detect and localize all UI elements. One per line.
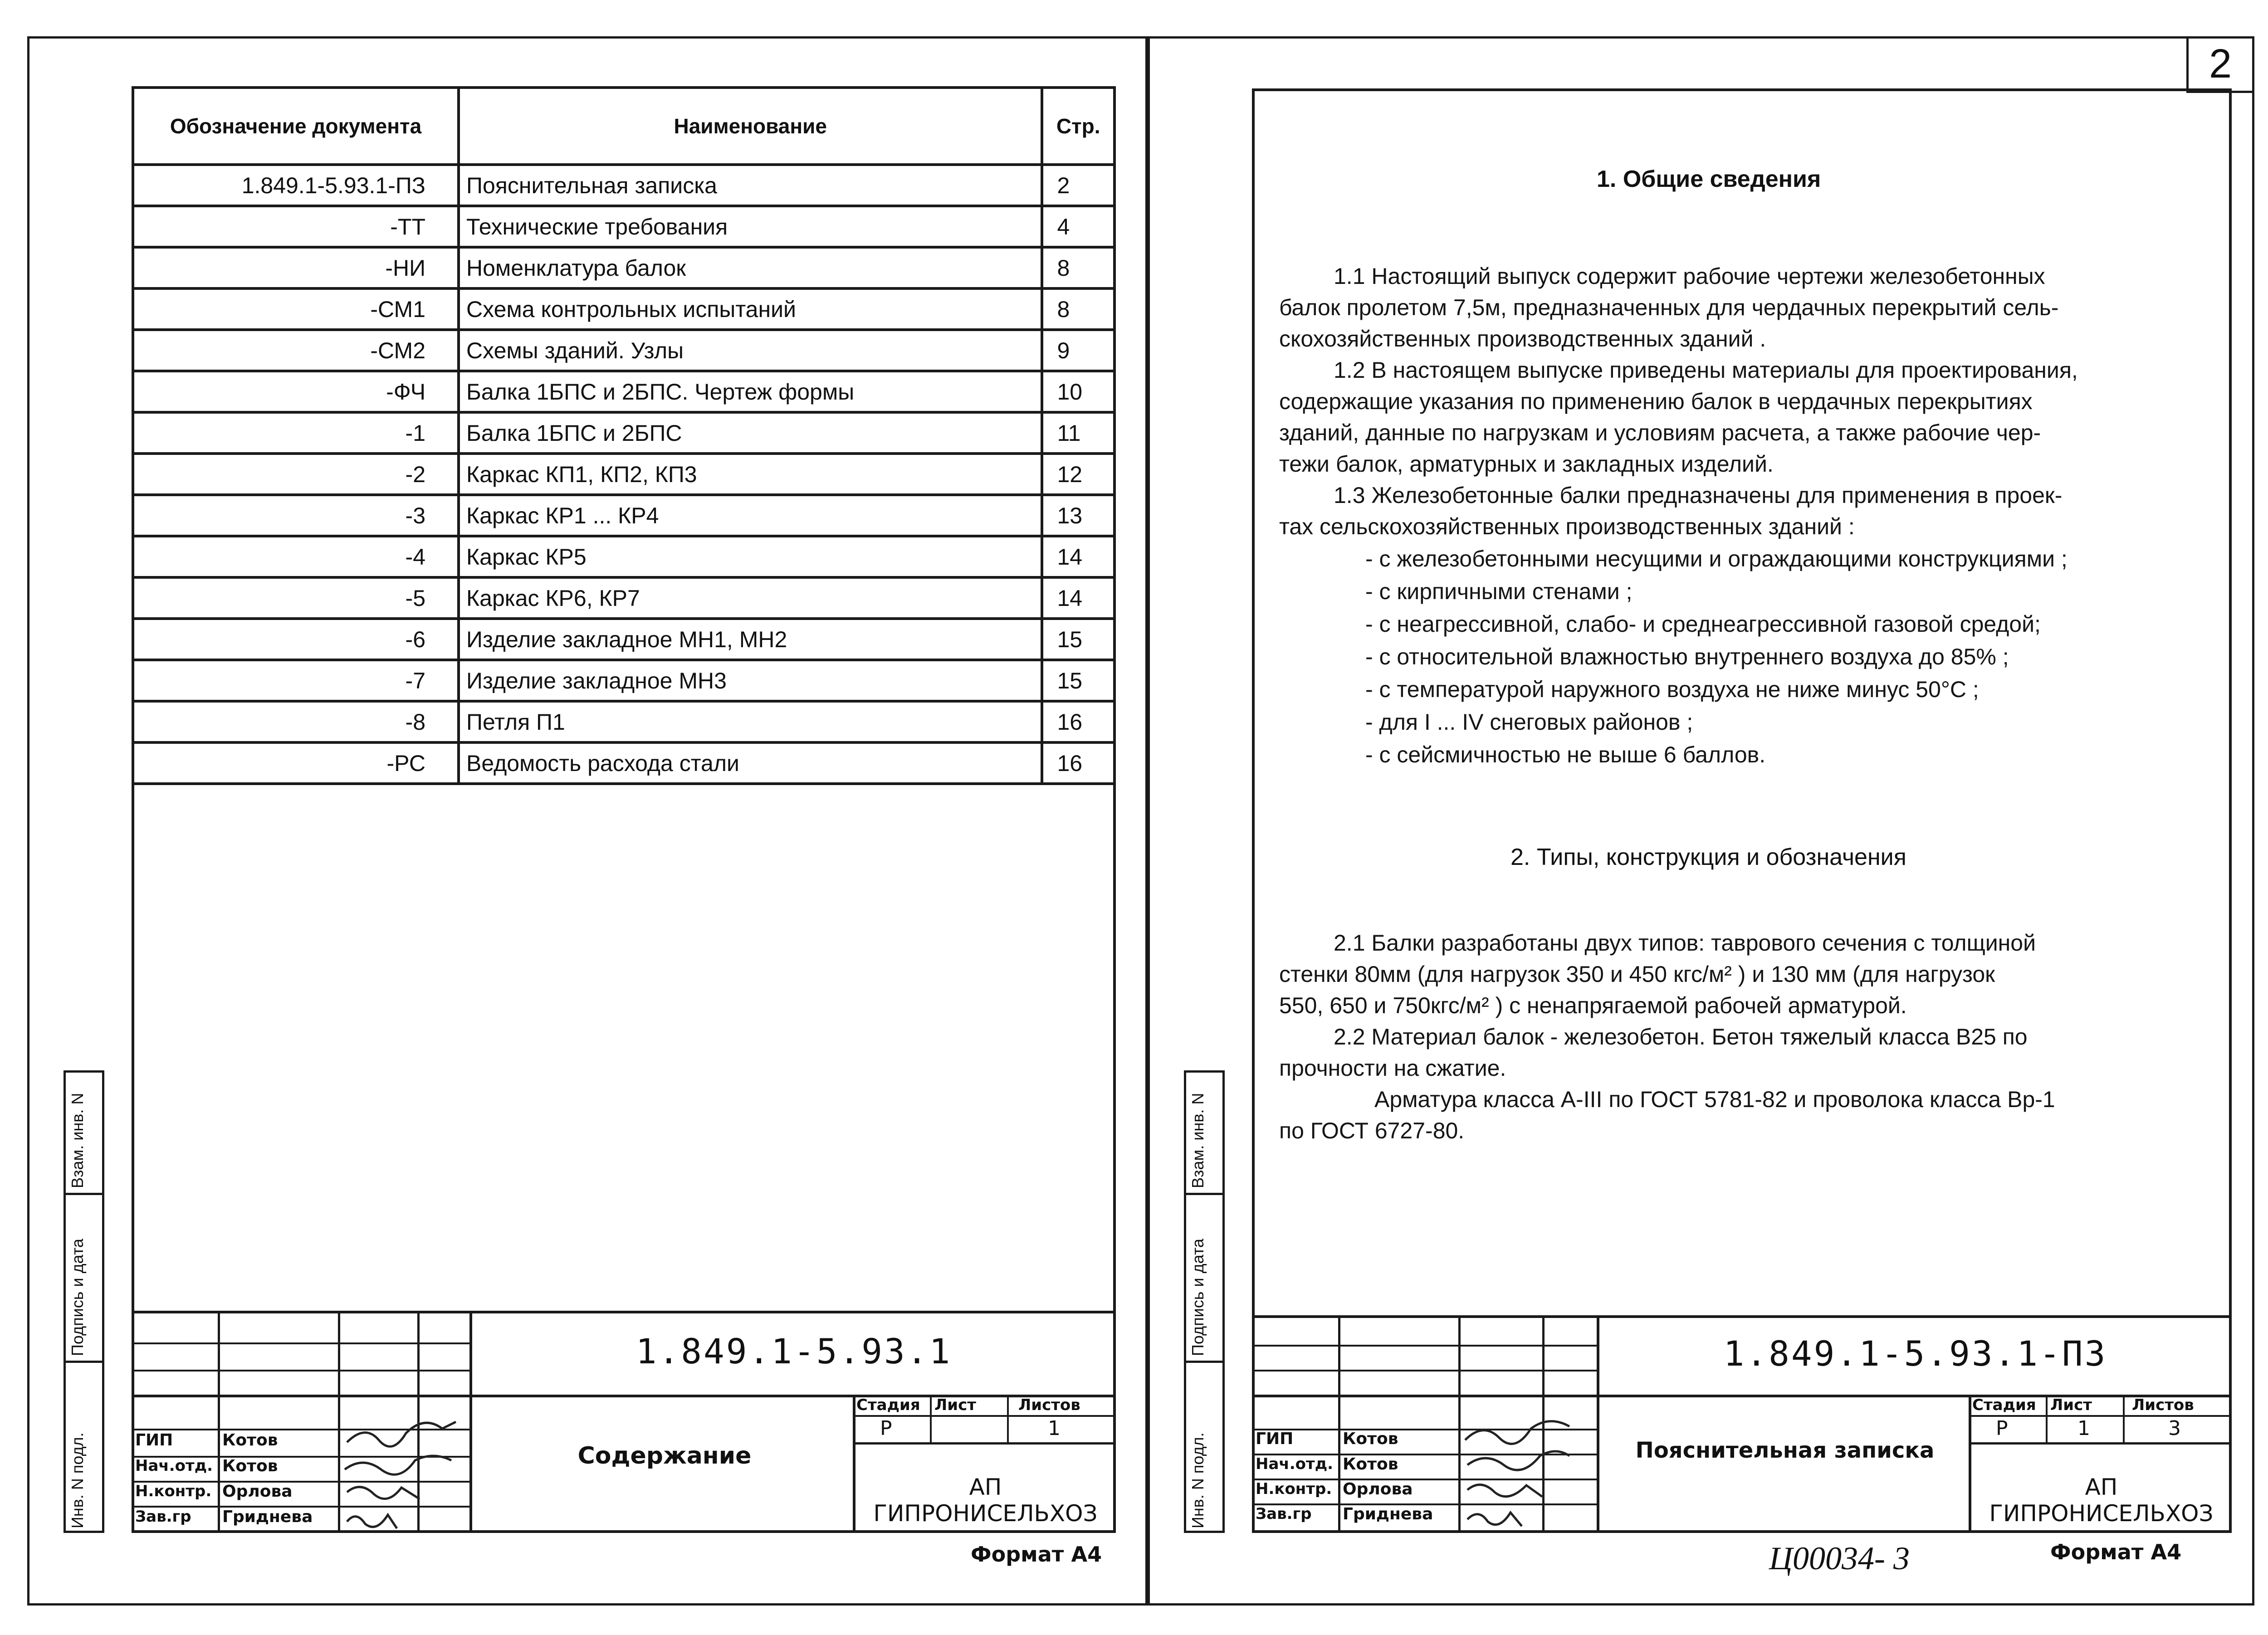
paragraph-2-1 <box>1279 927 2204 1021</box>
paragraph-1-3 <box>1279 480 2204 542</box>
left-stamp-stage-col2 <box>1007 1395 1009 1442</box>
table-row <box>133 701 1114 742</box>
right-stamp-name-1: Котов <box>1343 1430 1398 1448</box>
toc-header-name: Наименование <box>459 88 1042 165</box>
list-item: - с температурой наружного воздуха не ниже минус 50°С ; <box>1365 677 1979 702</box>
table-row <box>133 742 1114 784</box>
paragraph-line: Арматура класса А-III по ГОСТ 5781-82 и проволока класса Вр-1 <box>1374 1087 2055 1112</box>
row-name: Изделие закладное МН3 <box>459 660 1042 701</box>
right-stamp-stage-col2 <box>2123 1395 2125 1442</box>
right-stamp-stage-col1 <box>2046 1395 2048 1442</box>
paragraph-1-2 <box>1279 355 2204 480</box>
row-page: 16 <box>1042 701 1114 742</box>
right-side-label-vzam: Взам. инв. N <box>1188 1093 1207 1188</box>
row-code: -ТТ <box>133 206 459 247</box>
row-name: Балка 1БПС и 2БПС <box>459 412 1042 454</box>
row-code: 1.849.1-5.93.1-ПЗ <box>133 165 459 206</box>
row-name: Балка 1БПС и 2БПС. Чертеж формы <box>459 371 1042 412</box>
left-signatures <box>338 1397 465 1533</box>
row-page: 14 <box>1042 577 1114 619</box>
row-page: 8 <box>1042 288 1114 330</box>
section2-title: 2. Типы, конструкция и обозначения <box>1510 844 1906 870</box>
right-stamp-stage-label: Стадия <box>1972 1396 2036 1414</box>
row-name: Каркас КР5 <box>459 536 1042 577</box>
row-name: Петля П1 <box>459 701 1042 742</box>
right-stamp-code: 1.849.1-5.93.1-ПЗ <box>1723 1333 2107 1374</box>
table-row <box>133 412 1114 454</box>
row-page: 10 <box>1042 371 1114 412</box>
right-stamp-role-3: Н.контр. <box>1256 1480 1332 1498</box>
right-stamp-name-3: Орлова <box>1343 1480 1413 1498</box>
row-page: 14 <box>1042 536 1114 577</box>
left-stamp-name-3: Орлова <box>222 1482 293 1501</box>
left-stamp-name-4: Гриднева <box>222 1508 313 1526</box>
paragraph-2-2 <box>1279 1021 2204 1084</box>
row-code: -СМ1 <box>133 288 459 330</box>
right-side-label-inv: Инв. N подл. <box>1188 1432 1207 1528</box>
right-stamp-org: АП ГИПРОНИСЕЛЬХОЗ <box>1989 1474 2214 1527</box>
toc-header-code: Обозначение документа <box>133 88 459 165</box>
paragraph-line: балок пролетом 7,5м, предназначенных для чердачных перекрытий сель- <box>1279 295 2059 320</box>
left-stamp-stage-value: Р <box>880 1417 892 1440</box>
paragraph-line: содержащие указания по применению балок в чердачных перекрытиях <box>1279 389 2033 414</box>
list-item: - с кирпичными стенами ; <box>1365 579 1633 604</box>
row-code: -2 <box>133 454 459 495</box>
left-stamp-name-2: Котов <box>222 1457 278 1475</box>
right-stamp-role-2: Нач.отд. <box>1256 1455 1334 1473</box>
paragraph-line: 1.3 Железобетонные балки предназначены для применения в проек- <box>1334 483 2063 508</box>
list-item: - с неагрессивной, слабо- и среднеагрессивной газовой средой; <box>1365 611 2041 637</box>
row-name: Изделие закладное МН1, МН2 <box>459 619 1042 660</box>
right-stamp-sheets-value: 3 <box>2168 1417 2181 1440</box>
left-stamp-role-3: Н.контр. <box>135 1482 212 1500</box>
right-stamp-name-2: Котов <box>1343 1455 1398 1474</box>
toc-header-page: Стр. <box>1042 88 1114 165</box>
row-code: -3 <box>133 495 459 536</box>
right-stamp-stage-row2 <box>1969 1442 2232 1445</box>
inventory-number: Ц00034- 3 <box>1769 1540 1910 1576</box>
left-format-label: Формат А4 <box>971 1542 1102 1567</box>
left-stamp-stage-row2 <box>853 1442 1116 1445</box>
left-stamp-row-line-2 <box>132 1370 469 1371</box>
left-stamp-row-line-1 <box>132 1342 469 1344</box>
paragraph-line: по ГОСТ 6727-80. <box>1279 1118 1465 1143</box>
paragraph-line: прочности на сжатие. <box>1279 1055 1506 1081</box>
right-stamp-sheet-label: Лист <box>2050 1396 2092 1414</box>
row-page: 8 <box>1042 247 1114 288</box>
left-stamp-stage-row1 <box>853 1415 1116 1417</box>
row-name: Каркас КП1, КП2, КП3 <box>459 454 1042 495</box>
paragraph-2-3 <box>1279 1084 2204 1147</box>
row-name: Схемы зданий. Узлы <box>459 330 1042 371</box>
right-stamp-col-line-1 <box>1338 1315 1340 1533</box>
row-page: 12 <box>1042 454 1114 495</box>
row-name: Номенклатура балок <box>459 247 1042 288</box>
row-name: Схема контрольных испытаний <box>459 288 1042 330</box>
paragraph-line: стенки 80мм (для нагрузок 350 и 450 кгс/м² ) и 130 мм (для нагрузок <box>1279 961 1995 987</box>
right-stamp-role-1: ГИП <box>1256 1430 1294 1448</box>
right-stamp-role-4: Зав.гр <box>1256 1505 1312 1523</box>
table-row <box>133 577 1114 619</box>
table-row <box>133 206 1114 247</box>
row-name: Ведомость расхода стали <box>459 742 1042 784</box>
right-side-label-sign: Подпись и дата <box>1188 1239 1207 1356</box>
list-item: - с железобетонными несущими и ограждающими конструкциями ; <box>1365 546 2068 571</box>
paragraph-line: 1.2 В настоящем выпуске приведены материалы для проектирования, <box>1334 357 2078 383</box>
table-row <box>133 371 1114 412</box>
paragraph-line: тах сельскохозяйственных производственных зданий : <box>1279 514 1855 539</box>
paragraph-1-1 <box>1279 261 2204 355</box>
row-page: 4 <box>1042 206 1114 247</box>
row-name: Каркас КР6, КР7 <box>459 577 1042 619</box>
left-stamp-role-4: Зав.гр <box>135 1508 191 1526</box>
left-stamp-role-1: ГИП <box>135 1431 173 1450</box>
right-stamp-title: Пояснительная записка <box>1635 1438 1935 1463</box>
list-item: - для I ... IV снеговых районов ; <box>1365 709 1693 735</box>
left-side-label-vzam: Взам. инв. N <box>68 1093 87 1188</box>
right-signatures <box>1458 1397 1576 1533</box>
left-stamp-name-1: Котов <box>222 1431 278 1450</box>
row-page: 9 <box>1042 330 1114 371</box>
row-name: Пояснительная записка <box>459 165 1042 206</box>
table-row <box>133 288 1114 330</box>
paragraph-line: тежи балок, арматурных и закладных изделий. <box>1279 451 1774 477</box>
left-stamp-sheets-label: Листов <box>1018 1396 1080 1414</box>
left-side-strip-divider-2 <box>64 1361 104 1363</box>
table-row <box>133 247 1114 288</box>
paragraph-line: зданий, данные по нагрузкам и условиям расчета, а также рабочие чер- <box>1279 420 2041 445</box>
row-code: -4 <box>133 536 459 577</box>
left-stamp-sheets-value: 1 <box>1048 1417 1061 1440</box>
row-code: -1 <box>133 412 459 454</box>
left-stamp-code: 1.849.1-5.93.1 <box>635 1331 952 1371</box>
row-page: 13 <box>1042 495 1114 536</box>
right-side-strip-divider-2 <box>1184 1361 1225 1363</box>
conditions-list <box>1365 542 2218 771</box>
right-stamp-name-4: Гриднева <box>1343 1505 1433 1523</box>
table-row <box>133 660 1114 701</box>
right-stamp-row-line-1 <box>1252 1345 1597 1347</box>
left-stamp-sheet-label: Лист <box>934 1396 976 1414</box>
toc-table <box>132 86 1116 785</box>
row-code: -НИ <box>133 247 459 288</box>
table-row <box>133 619 1114 660</box>
row-page: 15 <box>1042 619 1114 660</box>
paragraph-line: 1.1 Настоящий выпуск содержит рабочие чертежи железобетонных <box>1334 264 2045 289</box>
toc-header-row <box>133 88 1114 165</box>
row-code: -6 <box>133 619 459 660</box>
right-stamp-sheet-value: 1 <box>2077 1417 2090 1440</box>
table-row <box>133 536 1114 577</box>
table-row <box>133 330 1114 371</box>
right-format-label: Формат А4 <box>2050 1540 2182 1564</box>
left-stamp-org: АП ГИПРОНИСЕЛЬХОЗ <box>873 1474 1098 1527</box>
row-code: -8 <box>133 701 459 742</box>
left-side-label-sign: Подпись и дата <box>68 1239 87 1356</box>
section1-title: 1. Общие сведения <box>1597 166 1821 192</box>
left-stamp-title: Содержание <box>577 1442 752 1469</box>
row-page: 11 <box>1042 412 1114 454</box>
row-page: 15 <box>1042 660 1114 701</box>
right-stamp-stage-row1 <box>1969 1415 2232 1417</box>
list-item: - с относительной влажностью внутреннего воздуха до 85% ; <box>1365 644 2009 669</box>
row-code: -ФЧ <box>133 371 459 412</box>
left-stamp-stage-col1 <box>930 1395 932 1442</box>
row-code: -РС <box>133 742 459 784</box>
left-stamp-stage-label: Стадия <box>856 1396 920 1414</box>
right-side-strip-divider-1 <box>1184 1193 1225 1195</box>
table-row <box>133 495 1114 536</box>
left-side-label-inv: Инв. N подл. <box>68 1432 87 1528</box>
left-stamp-role-2: Нач.отд. <box>135 1457 213 1475</box>
row-code: -7 <box>133 660 459 701</box>
list-item: - с сейсмичностью не выше 6 баллов. <box>1365 742 1766 767</box>
left-side-strip-divider-1 <box>64 1193 104 1195</box>
page-number: 2 <box>2209 41 2232 87</box>
right-stamp-sheets-label: Листов <box>2132 1396 2194 1414</box>
paragraph-line: 2.2 Материал балок - железобетон. Бетон тяжелый класса В25 по <box>1334 1024 2028 1049</box>
paragraph-line: скохозяйственных производственных зданий . <box>1279 326 1766 351</box>
paragraph-line: 550, 650 и 750кгс/м² ) с ненапрягаемой рабочей арматурой. <box>1279 993 1907 1018</box>
row-name: Каркас КР1 ... КР4 <box>459 495 1042 536</box>
right-stamp-stage-value: Р <box>1996 1417 2008 1440</box>
table-row <box>133 454 1114 495</box>
row-page: 2 <box>1042 165 1114 206</box>
row-name: Технические требования <box>459 206 1042 247</box>
paragraph-line: 2.1 Балки разработаны двух типов: таврового сечения с толщиной <box>1334 930 2036 956</box>
row-code: -СМ2 <box>133 330 459 371</box>
right-stamp-row-line-2 <box>1252 1370 1597 1371</box>
row-code: -5 <box>133 577 459 619</box>
table-row <box>133 165 1114 206</box>
row-page: 16 <box>1042 742 1114 784</box>
